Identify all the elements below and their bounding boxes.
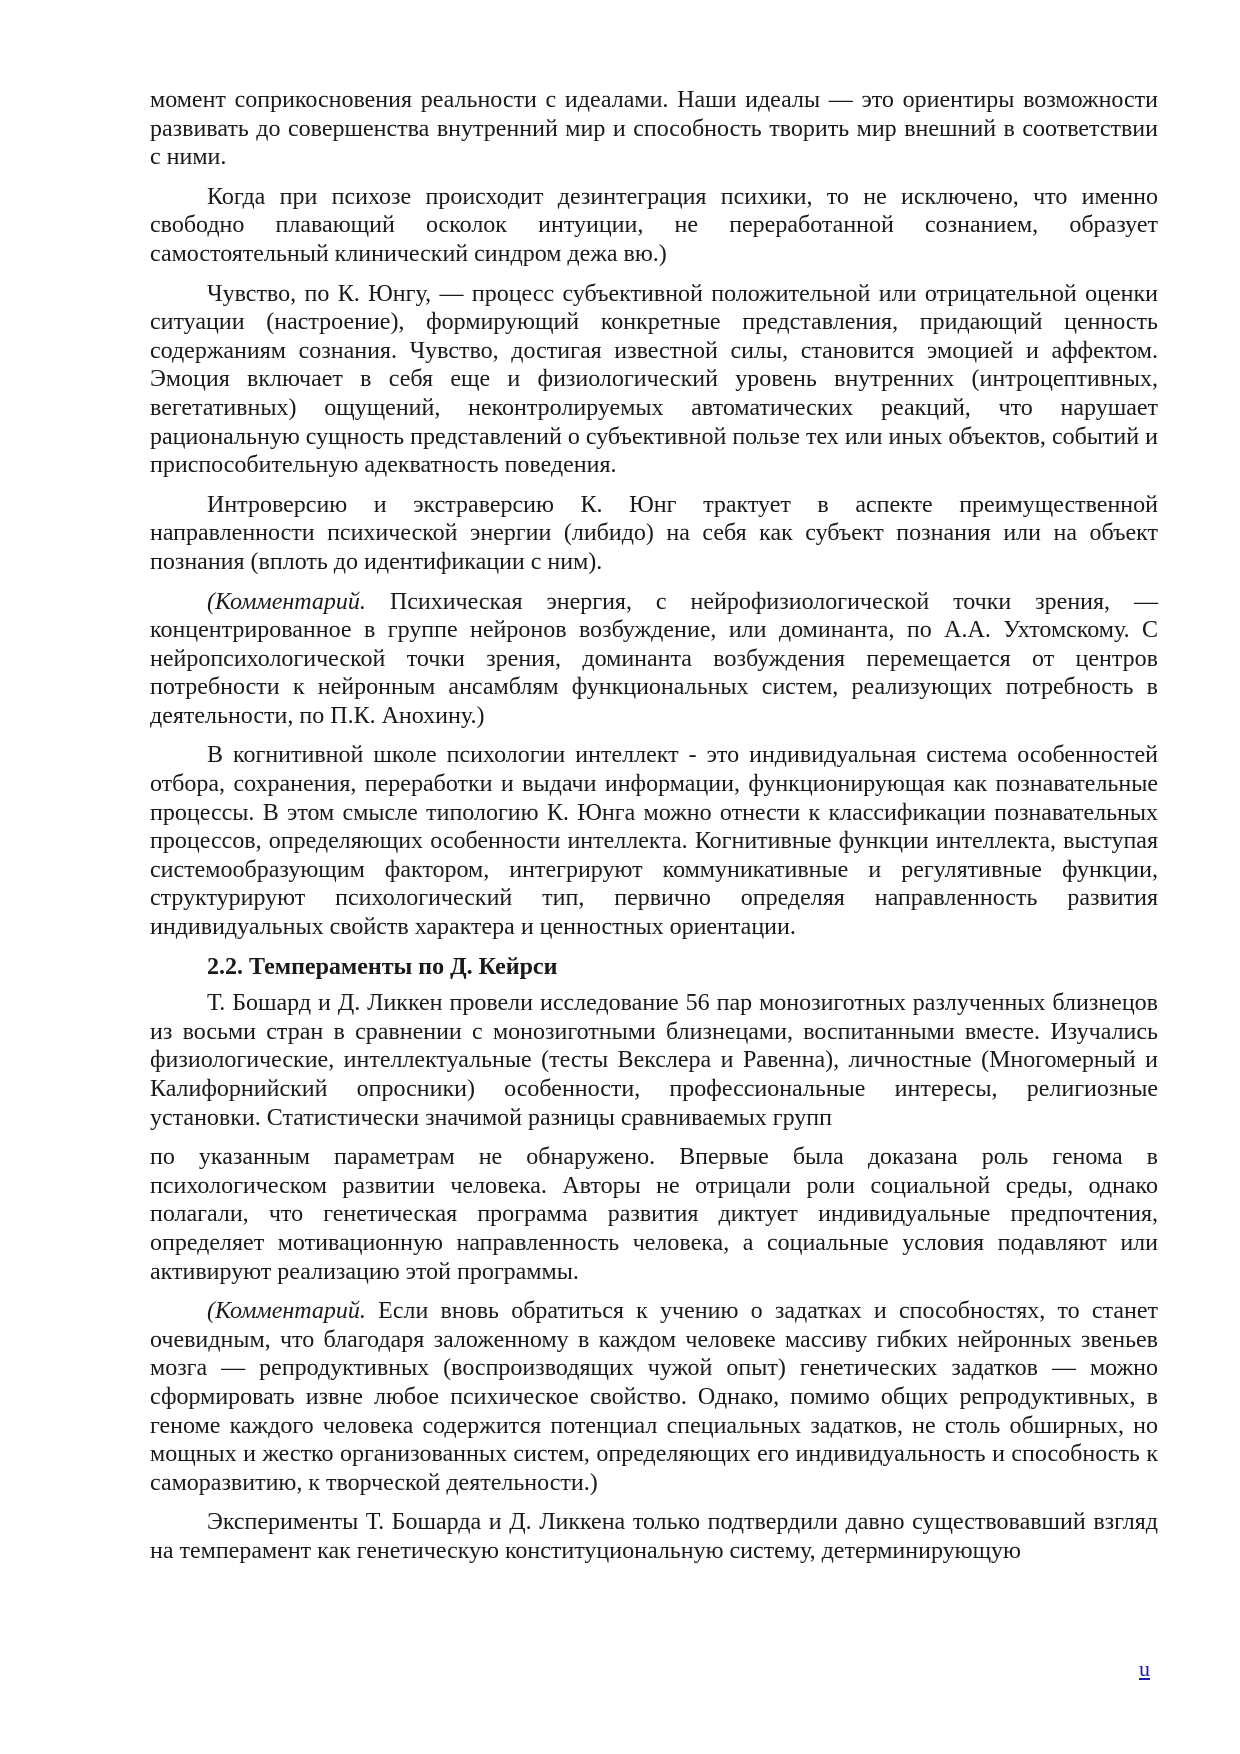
paragraph-comment-energy — [150, 588, 1158, 731]
paragraph-introversion: Интроверсию и экстраверсию К. Юнг трактует в аспекте преимущественной направленности психической энергии (либидо) на себя как субъект познания или на объект познания (вплоть до идентификации с ним). — [150, 491, 1158, 575]
page-number-link[interactable]: u — [1139, 1656, 1150, 1681]
paragraph-genome-role: по указанным параметрам не обнаружено. Впервые была доказана роль генома в психологическом развитии человека. Авторы не отрицали роли социальной среды, однако полагали, что генетическая программа развития диктует индивидуальные предпочтения, определяет мотивационную направленность человека, а социальные условия подавляют или активируют реализацию этой программы. — [150, 1144, 1158, 1285]
paragraph-comment-abilities — [150, 1297, 1158, 1497]
comment-label: (Комментарий. — [207, 1298, 366, 1325]
comment-label: (Комментарий. — [207, 588, 366, 615]
paragraph-cognitive-school: В когнитивной школе психологии интеллект - это индивидуальная система особенностей отбора, сохранения, переработки и выдачи информации, функционирующая как познавательные процессы. В этом смысле типологию К. Юнга можно отнести к классификации познавательных процессов, определяющих особенности интеллекта. Когнитивные функции интеллекта, выступая системообразующим фактором, интегрируют коммуникативные и регулятивные функции, структурируют психологический тип, первично определяя направленность развития индивидуальных свойств характера и ценностных ориентации. — [150, 742, 1158, 941]
document-page — [150, 86, 1158, 1577]
paragraph-deja-vu: Когда при психозе происходит дезинтеграция психики, то не исключено, что именно свободно плавающий осколок интуиции, не переработанной сознанием, образует самостоятельный клинический синдром дежа вю.) — [150, 183, 1158, 267]
comment-text: Психическая энергия, с нейрофизиологической точки зрения, — концентрированное в группе нейронов возбуждение, или доминанта, по А.А. Ухтомскому. С нейропсихологической точки зрения, доминанта возбуждения перемещается от центров потребности к нейронным ансамблям функциональных систем, реализующих потребность в деятельности, по П.К. Анохину.) — [150, 588, 1158, 729]
section-heading: 2.2. Темпераменты по Д. Кейрси — [207, 953, 558, 980]
comment-text: Если вновь обратиться к учению о задатках и способностях, то станет очевидным, что благодаря заложенному в каждом человеке массиву гибких нейронных звеньев мозга — репродуктивных (воспроизводящих чужой опыт) генетических задатков — можно сформировать извне любое психическое свойство. Однако, помимо общих репродуктивных, в геноме каждого человека содержится потенциал специальных задатков, не столь обширных, но мощных и жестко организованных систем, определяющих его индивидуальность и способность к саморазвитию, к творческой деятельности.) — [150, 1298, 1158, 1496]
paragraph-continuation: момент соприкосновения реальности с идеалами. Наши идеалы — это ориентиры возможности развивать до совершенства внутренний мир и способность творить мир внешний в соответствии с ними. — [150, 87, 1158, 171]
paragraph-feeling: Чувство, по К. Юнгу, — процесс субъективной положительной или отрицательной оценки ситуации (настроение), формирующий конкретные представления, придающий ценность содержаниям сознания. Чувство, достигая известной силы, становится эмоцией и аффектом. Эмоция включает в себя еще и физиологический уровень внутренних (интроцептивных, вегетативных) ощущений, неконтролируемых автоматических реакций, что нарушает рациональную сущность представлений о субъективной пользе тех или иных объектов, событий и приспособительную адекватность поведения. — [150, 280, 1158, 479]
paragraph-twins-study: Т. Бошард и Д. Ликкен провели исследование 56 пар монозиготных разлученных близнецов из восьми стран в сравнении с монозиготными близнецами, воспитанными вместе. Изучались физиологические, интеллектуальные (тесты Векслера и Равенна), личностные (Многомерный и Калифорнийский опросники) особенности, профессиональные интересы, религиозные установки. Статистически значимой разницы сравниваемых групп — [150, 990, 1158, 1131]
paragraph-experiments: Эксперименты Т. Бошарда и Д. Ликкена только подтвердили давно существовавший взгляд на темперамент как генетическую конституциональную систему, детерминирующую — [150, 1509, 1158, 1564]
